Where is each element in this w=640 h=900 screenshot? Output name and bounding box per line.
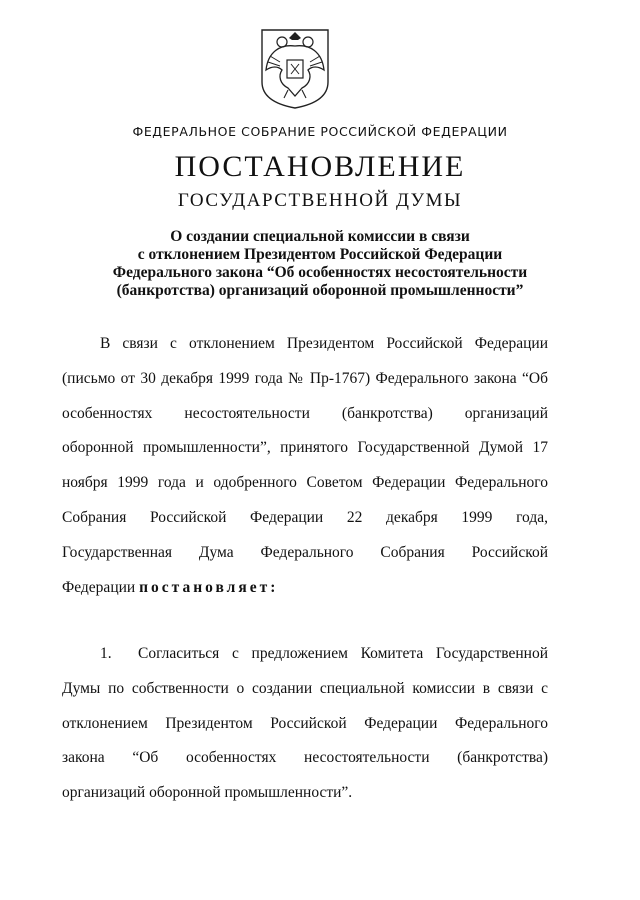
item-first-line [62,637,548,672]
paragraph-line: Собрания Российской Федерации 22 декабря 1999 года, [62,508,548,526]
item-number: 1. [100,645,112,662]
state-emblem-icon [258,26,332,110]
paragraph-line: (письмо от 30 декабря 1999 года № Пр-1767) Федерального закона “Об [62,369,548,387]
paragraph-text: Федерации [62,578,136,596]
paragraph-line: Государственная Дума Федерального Собрания Российской [62,543,548,561]
heading-line: О создании специальной комиссии в связи [170,228,470,245]
paragraph-line: оборонной промышленности”, принятого Государственной Думой 17 [62,439,548,457]
paragraph-last-line: организаций оборонной промышленности”. [62,784,353,802]
paragraph-line: Думы по собственности о создании специальной комиссии в связи с [62,679,548,697]
paragraph-line: ноября 1999 года и одобренного Советом Федерации Федерального [62,474,548,492]
organization-name: ФЕДЕРАЛЬНОЕ СОБРАНИЕ РОССИЙСКОЙ ФЕДЕРАЦИИ [132,124,508,139]
heading-line: с отклонением Президентом Российской Федерации [137,246,503,263]
paragraph-line: закона “Об особенностях несостоятельности (банкротства) [62,749,548,767]
document-subtitle: ГОСУДАРСТВЕННОЙ ДУМЫ [177,190,463,211]
resolves-word: постановляет: [139,578,279,596]
document-title: ПОСТАНОВЛЕНИЕ [174,150,466,183]
paragraph-line: особенностях несостоятельности (банкротства) организаций [62,404,548,422]
document-heading [80,228,560,300]
paragraph-line: В связи с отклонением Президентом Российской Федерации [100,335,548,352]
paragraph-line: отклонением Президентом Российской Федерации Федерального [62,714,548,732]
heading-line: (банкротства) организаций оборонной промышленности” [116,282,524,299]
preamble-paragraph [62,327,548,605]
paragraph-line: Согласиться с предложением Комитета Государственной [138,645,548,662]
paragraph-last-line [62,571,548,606]
heading-line: Федерального закона “Об особенностях несостоятельности [112,264,528,281]
item-1-paragraph [62,637,548,811]
